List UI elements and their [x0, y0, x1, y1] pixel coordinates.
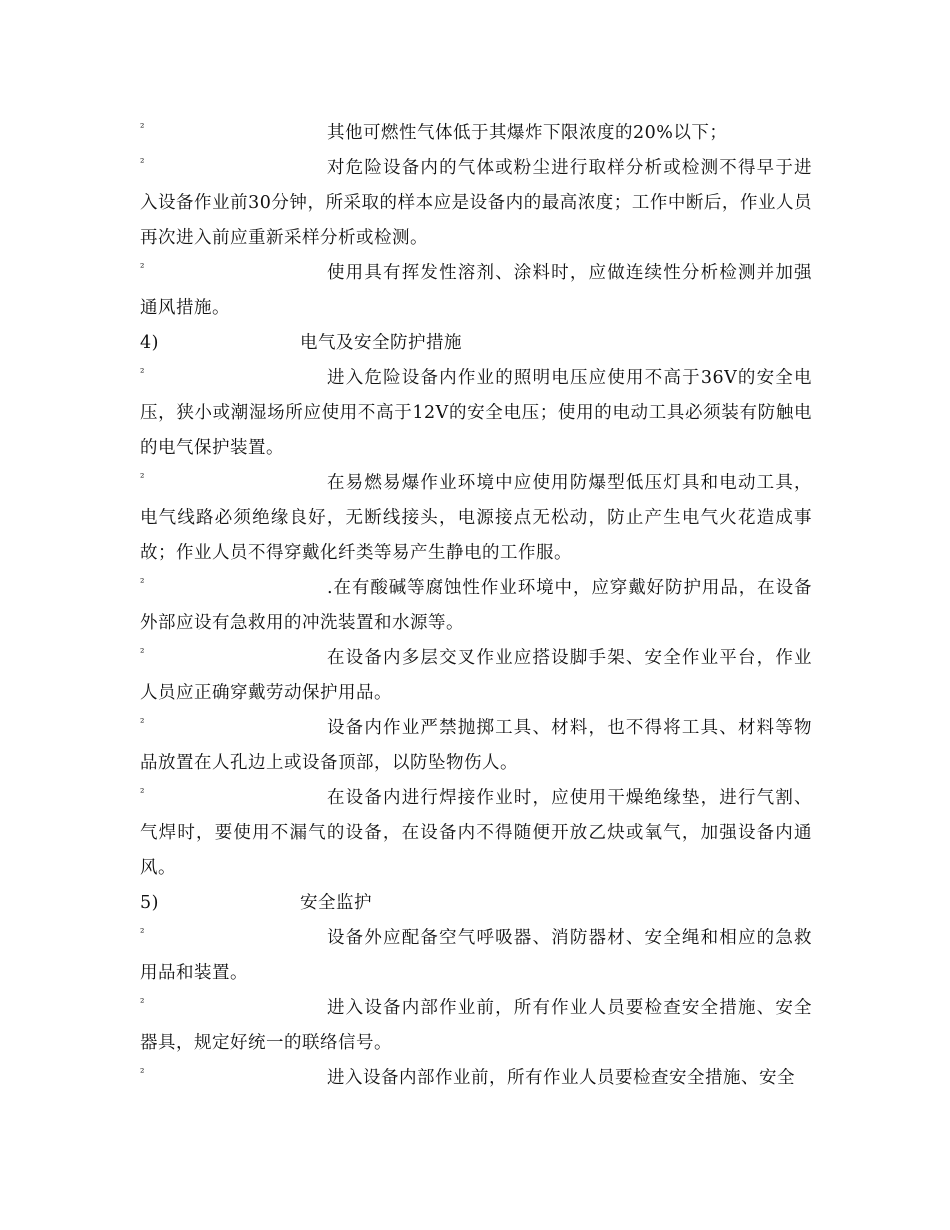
bullet-mark: ² — [140, 121, 145, 134]
section-heading — [140, 326, 812, 361]
bullet-mark: ² — [140, 646, 145, 659]
section-number: 5) — [140, 893, 159, 913]
bullet-paragraph — [140, 256, 812, 326]
bullet-mark: ² — [140, 471, 145, 484]
bullet-paragraph — [140, 711, 812, 781]
section-title: 安全监护 — [300, 893, 372, 913]
bullet-paragraph — [140, 116, 812, 151]
section-heading — [140, 886, 812, 921]
bullet-text: 进入危险设备内作业的照明电压应使用不高于36V的安全电压，狭小或潮湿场所应使用不高于12V的安全电压；使用的电动工具必须装有防触电的电气保护装置。 — [140, 368, 812, 458]
bullet-mark: ² — [140, 1066, 145, 1079]
bullet-paragraph — [140, 361, 812, 466]
bullet-text: 进入设备内部作业前，所有作业人员要检查安全措施、安全器具，规定好统一的联络信号。 — [140, 998, 812, 1053]
bullet-mark: ² — [140, 366, 145, 379]
bullet-text: 在设备内多层交叉作业应搭设脚手架、安全作业平台，作业人员应正确穿戴劳动保护用品。 — [140, 648, 812, 703]
bullet-text: 设备外应配备空气呼吸器、消防器材、安全绳和相应的急救用品和装置。 — [140, 928, 812, 983]
bullet-paragraph — [140, 466, 812, 571]
bullet-text: 设备内作业严禁抛掷工具、材料，也不得将工具、材料等物品放置在人孔边上或设备顶部，以防坠物伤人。 — [140, 718, 812, 773]
bullet-mark: ² — [140, 261, 145, 274]
section-number: 4) — [140, 333, 159, 353]
bullet-mark: ² — [140, 156, 145, 169]
bullet-paragraph — [140, 641, 812, 711]
bullet-paragraph — [140, 571, 812, 641]
bullet-text: .在有酸碱等腐蚀性作业环境中，应穿戴好防护用品，在设备外部应设有急救用的冲洗装置和水源等。 — [140, 578, 812, 633]
bullet-text: 进入设备内部作业前，所有作业人员要检查安全措施、安全 — [327, 1068, 795, 1088]
bullet-paragraph — [140, 151, 812, 256]
bullet-text: 对危险设备内的气体或粉尘进行取样分析或检测不得早于进入设备作业前30分钟，所采取的样本应是设备内的最高浓度；工作中断后，作业人员再次进入前应重新采样分析或检测。 — [140, 158, 812, 248]
bullet-mark: ² — [140, 786, 145, 799]
bullet-text: 在设备内进行焊接作业时，应使用干燥绝缘垫，进行气割、气焊时，要使用不漏气的设备，在设备内不得随便开放乙炔或氧气，加强设备内通风。 — [140, 788, 812, 878]
bullet-text: 其他可燃性气体低于其爆炸下限浓度的20%以下； — [327, 123, 728, 143]
bullet-mark: ² — [140, 926, 145, 939]
bullet-paragraph — [140, 781, 812, 886]
bullet-mark: ² — [140, 576, 145, 589]
bullet-text: 使用具有挥发性溶剂、涂料时，应做连续性分析检测并加强通风措施。 — [140, 263, 812, 318]
bullet-paragraph — [140, 921, 812, 991]
bullet-mark: ² — [140, 716, 145, 729]
document-body — [140, 116, 812, 1096]
bullet-paragraph — [140, 991, 812, 1061]
bullet-mark: ² — [140, 996, 145, 1009]
bullet-text: 在易燃易爆作业环境中应使用防爆型低压灯具和电动工具，电气线路必须绝缘良好，无断线接头，电源接点无松动，防止产生电气火花造成事故；作业人员不得穿戴化纤类等易产生静电的工作服。 — [140, 473, 812, 563]
section-title: 电气及安全防护措施 — [300, 333, 462, 353]
bullet-paragraph — [140, 1061, 812, 1096]
